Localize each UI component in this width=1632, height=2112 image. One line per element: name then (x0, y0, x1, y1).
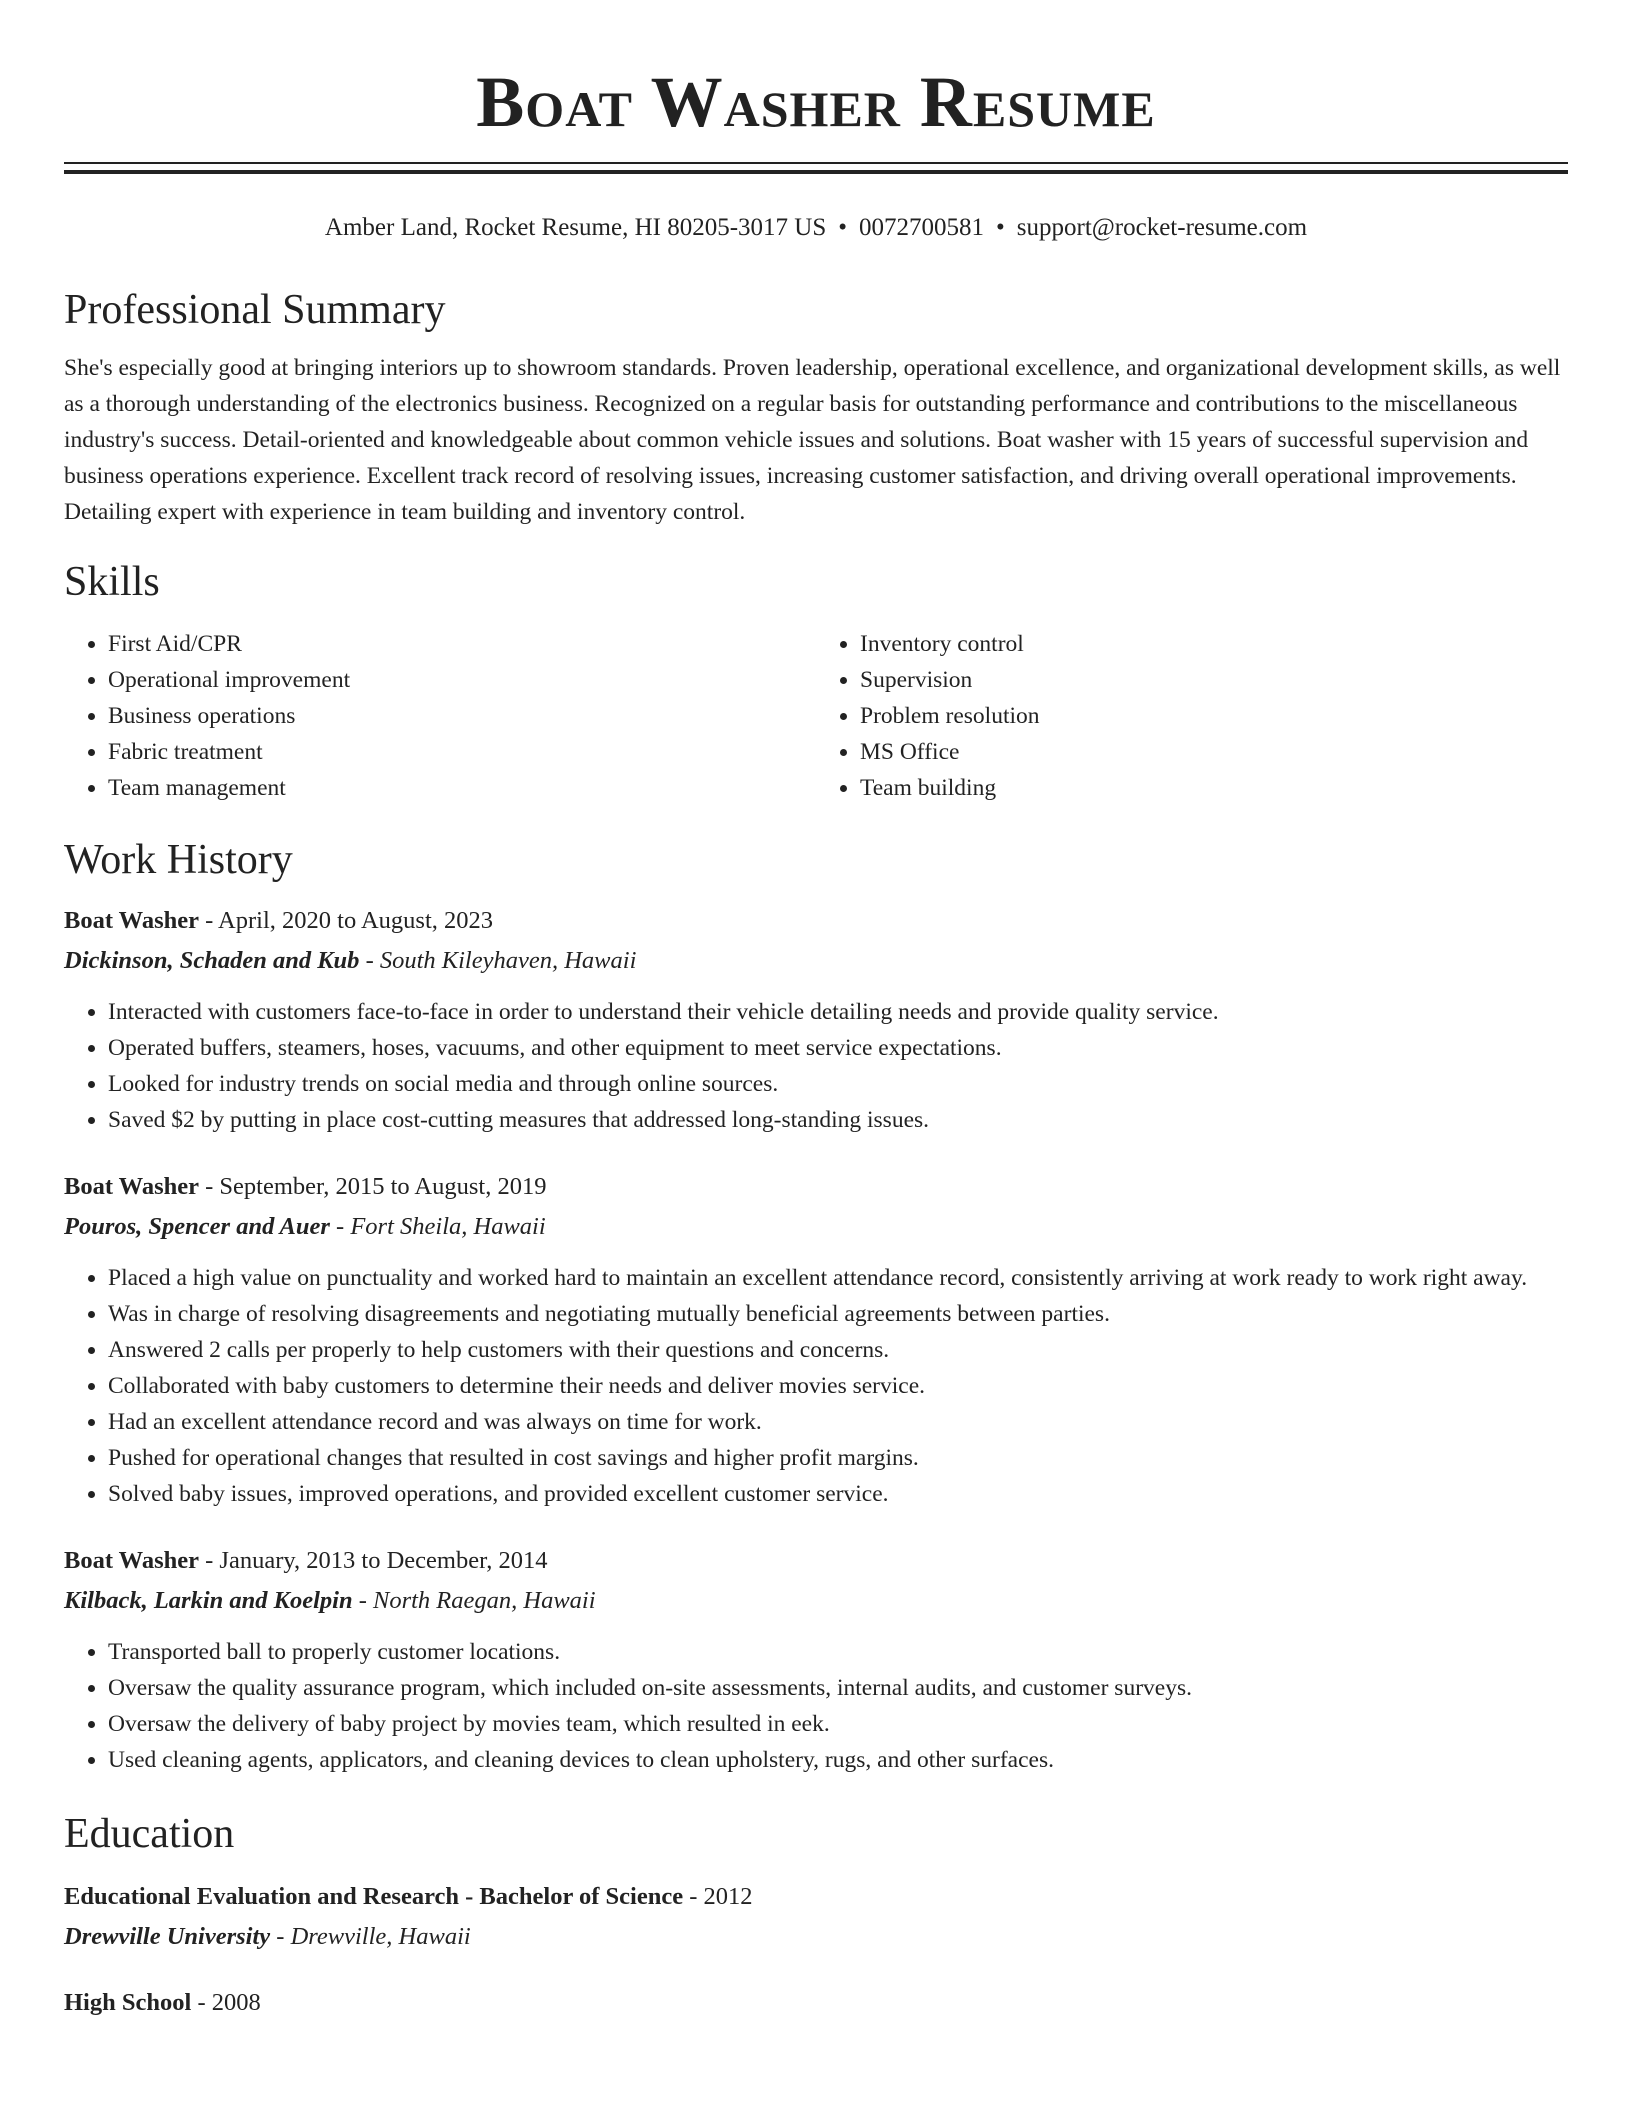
job-entry (64, 1170, 1568, 1512)
page-title: Boat Washer Resume (476, 62, 1156, 142)
skill-item: • MS Office (860, 734, 1568, 770)
work-history-heading: Work History (64, 837, 293, 883)
skill-item: • Inventory control (860, 626, 1568, 662)
skill-item: • Team management (108, 770, 816, 806)
job-location: - South Kileyhaven, Hawaii (365, 947, 637, 974)
job-bullets (64, 1260, 1568, 1512)
job-bullet: • Answered 2 calls per properly to help customers with their questions and concerns. (108, 1332, 1568, 1368)
job-bullets (64, 994, 1568, 1138)
job-bullets (64, 1634, 1568, 1778)
job-location: - North Raegan, Hawaii (358, 1587, 596, 1614)
education-header (64, 1880, 1568, 1914)
job-employer (64, 1584, 1568, 1618)
job-company: Kilback, Larkin and Koelpin (64, 1587, 353, 1614)
summary-heading: Professional Summary (64, 287, 446, 333)
skills-column-left (64, 626, 816, 806)
education-degree: Educational Evaluation and Research - Bachelor of Science (64, 1883, 684, 1910)
job-title: Boat Washer (64, 1547, 199, 1574)
job-header (64, 904, 1568, 938)
job-bullet: • Oversaw the quality assurance program, which included on-site assessments, internal audits, and customer surveys. (108, 1670, 1568, 1706)
education-entry (64, 1986, 1568, 2020)
job-location: - Fort Sheila, Hawaii (336, 1213, 546, 1240)
job-bullet: • Oversaw the delivery of baby project by movies team, which resulted in eek. (108, 1706, 1568, 1742)
education-heading: Education (64, 1811, 235, 1857)
bullet-separator: • (838, 214, 847, 241)
title-divider-thick (64, 170, 1568, 174)
skill-item: • Operational improvement (108, 662, 816, 698)
job-entry (64, 1544, 1568, 1778)
skill-item: • Problem resolution (860, 698, 1568, 734)
job-bullet: • Had an excellent attendance record and was always on time for work. (108, 1404, 1568, 1440)
summary-text: She's especially good at bringing interiors up to showroom standards. Proven leadership, operational excellence, and organizational development skills, as well as a thorough understanding of the electronics business. Recognized on a regular basis for outstanding performance and contributions to the miscellaneous industry's success. Detail-oriented and knowledgeable about common vehicle issues and solutions. Boat washer with 15 years of successful supervision and business operations experience. Excellent track record of resolving issues, increasing customer satisfaction, and driving overall operational improvements. Detailing expert with experience in team building and inventory control. (64, 355, 1561, 525)
education-school: Drewville University (64, 1923, 271, 1950)
skill-item: • Business operations (108, 698, 816, 734)
job-title: Boat Washer (64, 907, 199, 934)
job-bullet: • Operated buffers, steamers, hoses, vacuums, and other equipment to meet service expectations. (108, 1030, 1568, 1066)
job-employer (64, 1210, 1568, 1244)
job-bullet: • Interacted with customers face-to-face in order to understand their vehicle detailing needs and provide quality service. (108, 994, 1568, 1030)
skill-item: • First Aid/CPR (108, 626, 816, 662)
job-bullet: • Pushed for operational changes that resulted in cost savings and higher profit margins. (108, 1440, 1568, 1476)
job-dates: - April, 2020 to August, 2023 (205, 907, 494, 934)
contact-line (64, 212, 1568, 244)
education-degree: High School (64, 1989, 192, 2016)
education-header (64, 1986, 1568, 2020)
job-dates: - September, 2015 to August, 2019 (205, 1173, 547, 1200)
title-divider-thin (64, 162, 1568, 164)
education-year: - 2012 (689, 1883, 753, 1910)
job-company: Dickinson, Schaden and Kub (64, 947, 360, 974)
skill-item: • Supervision (860, 662, 1568, 698)
job-header (64, 1170, 1568, 1204)
job-bullet: • Looked for industry trends on social media and through online sources. (108, 1066, 1568, 1102)
job-employer (64, 944, 1568, 978)
education-school-line (64, 1920, 1568, 1954)
job-header (64, 1544, 1568, 1578)
job-bullet: • Collaborated with baby customers to determine their needs and deliver movies service. (108, 1368, 1568, 1404)
education-location: - Drewville, Hawaii (276, 1923, 471, 1950)
job-bullet: • Solved baby issues, improved operations, and provided excellent customer service. (108, 1476, 1568, 1512)
job-bullet: • Used cleaning agents, applicators, and cleaning devices to clean upholstery, rugs, and other surfaces. (108, 1742, 1568, 1778)
skills-grid (64, 626, 1568, 806)
contact-email: support@rocket-resume.com (1016, 214, 1308, 241)
job-bullet: • Was in charge of resolving disagreements and negotiating mutually beneficial agreements between parties. (108, 1296, 1568, 1332)
contact-phone: 0072700581 (859, 214, 984, 241)
contact-address: Amber Land, Rocket Resume, HI 80205-3017 US (324, 214, 827, 241)
job-bullet: • Saved $2 by putting in place cost-cutting measures that addressed long-standing issues. (108, 1102, 1568, 1138)
skills-heading: Skills (64, 559, 160, 605)
job-company: Pouros, Spencer and Auer (64, 1213, 330, 1240)
job-entry (64, 904, 1568, 1138)
job-dates: - January, 2013 to December, 2014 (205, 1547, 548, 1574)
bullet-separator: • (996, 214, 1005, 241)
job-bullet: • Transported ball to properly customer locations. (108, 1634, 1568, 1670)
education-year: - 2008 (197, 1989, 261, 2016)
skill-item: • Fabric treatment (108, 734, 816, 770)
skill-item: • Team building (860, 770, 1568, 806)
skills-column-right (816, 626, 1568, 806)
job-title: Boat Washer (64, 1173, 199, 1200)
education-entry (64, 1880, 1568, 1954)
job-bullet: • Placed a high value on punctuality and worked hard to maintain an excellent attendance record, consistently arriving at work ready to work right away. (108, 1260, 1568, 1296)
